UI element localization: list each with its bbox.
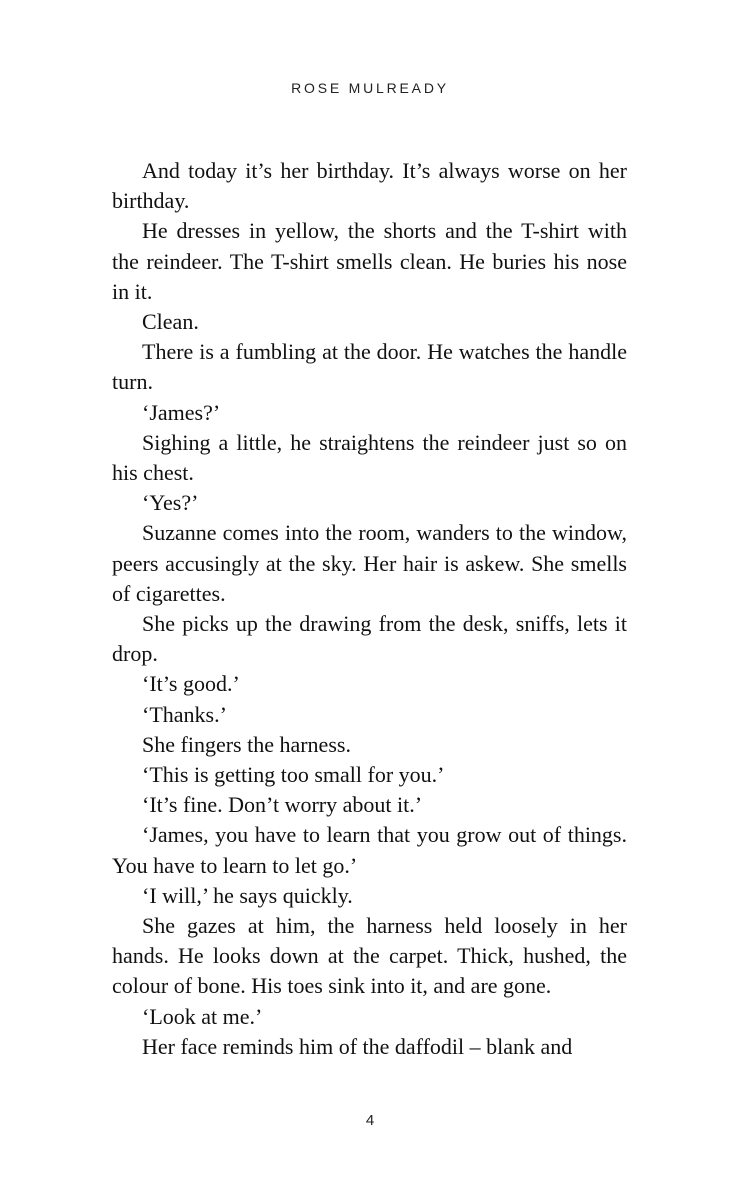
paragraph: ‘It’s good.’: [142, 671, 240, 697]
paragraph: Sighing a little, he straightens the reindeer just so on his chest.: [112, 429, 627, 486]
paragraph: ‘This is getting too small for you.’: [142, 762, 445, 788]
paragraph: Clean.: [142, 309, 199, 335]
paragraph: ‘It’s fine. Don’t worry about it.’: [142, 792, 423, 818]
paragraph: Suzanne comes into the room, wanders to the window, peers accusingly at the sky. Her hair is askew. She smells of cigarettes.: [112, 520, 627, 606]
paragraph: And today it’s her birthday. It’s always worse on her birthday.: [112, 158, 627, 214]
paragraph: She picks up the drawing from the desk, sniffs, lets it drop.: [112, 611, 627, 667]
paragraph: ‘Thanks.’: [142, 701, 227, 727]
paragraph: ‘James, you have to learn that you grow out of things. You have to learn to let go.’: [112, 822, 627, 878]
paragraph: ‘Yes?’: [142, 490, 199, 516]
paragraph: She fingers the harness.: [142, 731, 351, 757]
paragraph: There is a fumbling at the door. He watches the handle turn.: [112, 339, 627, 395]
paragraph: ‘James?’: [142, 399, 221, 425]
paragraph: Her face reminds him of the daffodil – blank and: [142, 1033, 573, 1059]
page-number: 4: [365, 1112, 375, 1129]
paragraph: He dresses in yellow, the shorts and the T-shirt with the reindeer. The T-shirt smells clean. He buries his nose in it.: [112, 218, 627, 304]
running-head: ROSE MULREADY: [291, 80, 449, 96]
paragraph: She gazes at him, the harness held loosely in her hands. He looks down at the carpet. Thick, hushed, the colour of bone. His toes sink into it, and are gone.: [112, 913, 627, 999]
paragraph: ‘Look at me.’: [142, 1003, 263, 1029]
body-text: [112, 156, 627, 1062]
paragraph: ‘I will,’ he says quickly.: [142, 882, 353, 908]
